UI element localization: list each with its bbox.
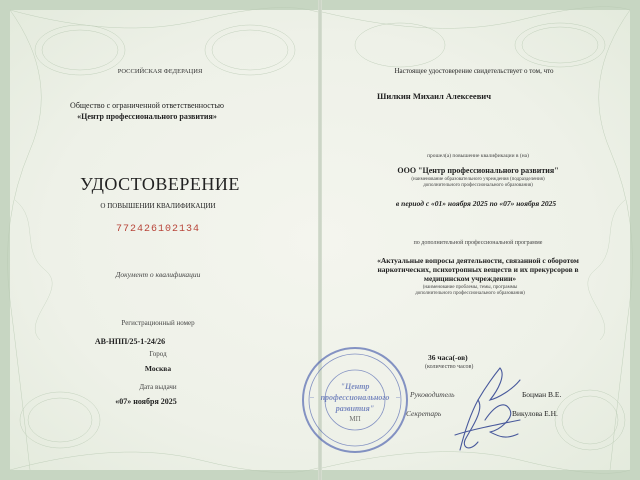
- program-line-3: медицинском учреждении»: [423, 274, 517, 283]
- serial-number: 772426102134: [115, 224, 201, 235]
- document-subtitle: О ПОВЫШЕНИИ КВАЛИФИКАЦИИ: [100, 202, 216, 210]
- stamp-text-2: профессионального: [320, 393, 390, 402]
- program-note-2: дополнительного профессионального образования): [415, 291, 525, 296]
- reg-number-label: Регистрационный номер: [121, 319, 195, 327]
- recipient-name: Шилкин Михаил Алексеевич: [377, 91, 491, 101]
- intro-text: Настоящее удостоверение свидетельствует о том, что: [394, 67, 554, 75]
- org-line-1: Общество с ограниченной ответственностью: [70, 101, 224, 110]
- head-name: Боцман В.Е.: [522, 390, 562, 399]
- secretary-name: Викулова Е.Н.: [512, 409, 558, 418]
- org-note-2: дополнительного профессионального образования): [423, 183, 533, 188]
- document-title: УДОСТОВЕРЕНИЕ: [80, 174, 240, 194]
- head-label: Руководитель: [410, 390, 455, 399]
- program-line-2: наркотических, психотропных веществ и их прекурсоров в: [377, 265, 579, 274]
- secretary-label: Секретарь: [406, 409, 442, 418]
- city: Москва: [144, 364, 172, 373]
- passed-text: прошел(а) повышение квалификации в (на): [427, 153, 529, 159]
- training-org: ООО "Центр профессионального развития": [397, 166, 559, 175]
- program-label: по дополнительной профессиональной программе: [413, 240, 543, 246]
- document-type: Документ о квалификации: [115, 270, 201, 279]
- program-line-1: «Актуальные вопросы деятельности, связанной с оборотом: [377, 256, 579, 265]
- country-label: РОССИЙСКАЯ ФЕДЕРАЦИЯ: [117, 68, 203, 75]
- issue-date: «07» ноября 2025: [115, 397, 177, 406]
- stamp-text-1: "Центр: [340, 382, 370, 391]
- mp-mark: МП: [349, 415, 361, 423]
- organization-stamp: [300, 345, 410, 455]
- hours-note: (количество часов): [425, 364, 474, 370]
- signature: [440, 360, 530, 460]
- stamp-text-3: развития": [335, 404, 375, 413]
- org-line-2: «Центр профессионального развития»: [77, 112, 217, 121]
- training-period: в период с «01» ноября 2025 по «07» ноября 2025: [395, 199, 557, 208]
- reg-number: АВ-НПП/25-1-24/26: [94, 337, 166, 346]
- hours: 36 часа(-ов): [428, 353, 468, 362]
- date-label: Дата выдачи: [139, 383, 177, 391]
- city-label: Город: [149, 350, 167, 358]
- org-note-1: (наименование образовательного учреждения (подразделения): [411, 177, 545, 182]
- program-note-1: (наименование проблемы, темы, программы: [422, 285, 518, 290]
